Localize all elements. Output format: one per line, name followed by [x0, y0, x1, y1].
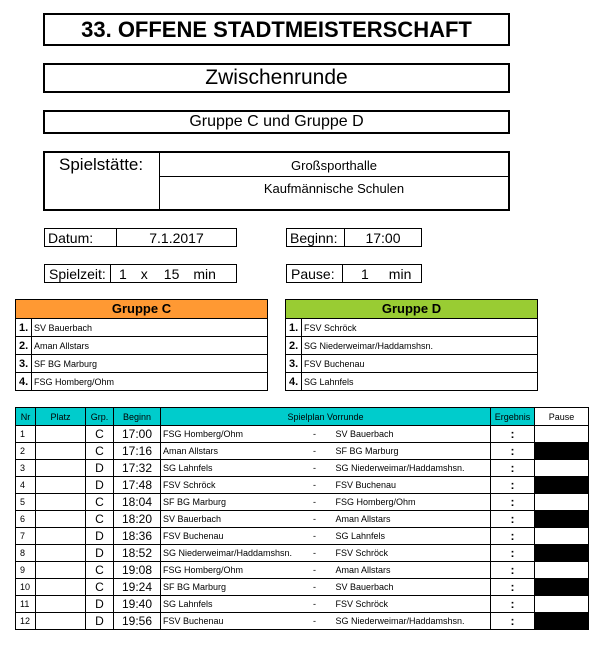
- match-result[interactable]: :: [491, 426, 535, 443]
- match-court: [36, 511, 86, 528]
- match-court: [36, 545, 86, 562]
- schedule-table: [15, 407, 589, 630]
- match-result[interactable]: :: [491, 528, 535, 545]
- match-time: 19:40: [114, 596, 161, 613]
- group-d-row: [286, 336, 537, 354]
- pause-unit: min: [388, 265, 412, 282]
- match-home-team: [161, 579, 326, 596]
- match-court: [36, 460, 86, 477]
- group-c-row: [16, 372, 267, 390]
- match-result[interactable]: :: [491, 477, 535, 494]
- match-home-team: [161, 477, 326, 494]
- table-row: [16, 562, 589, 579]
- col-nr: Nr: [16, 408, 36, 426]
- table-row: [16, 579, 589, 596]
- match-group: D: [86, 613, 114, 630]
- match-number: 8: [16, 545, 36, 562]
- playtime-count: 1: [119, 265, 127, 282]
- home-team-name: SV Bauerbach: [163, 514, 222, 525]
- group-c-row: [16, 319, 267, 336]
- away-team-name: SG Niederweimar/Haddamshsn.: [335, 463, 465, 473]
- table-row: [16, 511, 589, 528]
- match-home-team: [161, 426, 326, 443]
- vs-separator: -: [313, 479, 316, 490]
- away-team-name: FSG Homberg/Ohm: [335, 497, 416, 507]
- match-number: 5: [16, 494, 36, 511]
- match-time: 19:08: [114, 562, 161, 579]
- group-d-row: [286, 319, 537, 336]
- venue-line-1: Großsporthalle: [160, 154, 508, 177]
- date-field: [44, 228, 237, 247]
- group-c-row: [16, 336, 267, 354]
- match-away-team: [326, 511, 491, 528]
- match-away-team: [326, 579, 491, 596]
- home-team-name: SG Niederweimar/Haddamshsn.: [163, 548, 293, 559]
- match-time: 19:56: [114, 613, 161, 630]
- match-result[interactable]: :: [491, 511, 535, 528]
- group-d-team: FSV Schröck: [304, 322, 357, 333]
- match-time: 17:32: [114, 460, 161, 477]
- page-title: 33. OFFENE STADTMEISTERSCHAFT: [43, 13, 510, 46]
- vs-separator: -: [313, 598, 316, 609]
- group-d-team: SG Niederweimar/Haddamshsn.: [304, 340, 434, 351]
- match-number: 9: [16, 562, 36, 579]
- table-row: [16, 443, 589, 460]
- match-result[interactable]: :: [491, 443, 535, 460]
- home-team-name: FSV Schröck: [163, 480, 216, 491]
- match-court: [36, 562, 86, 579]
- vs-separator: -: [313, 462, 316, 473]
- vs-separator: -: [313, 615, 316, 626]
- match-away-team: [326, 562, 491, 579]
- away-team-name: Aman Allstars: [335, 565, 391, 575]
- away-team-name: SV Bauerbach: [335, 582, 394, 592]
- match-time: 18:36: [114, 528, 161, 545]
- venue-label: Spielstätte:: [59, 155, 144, 174]
- group-d-team: FSV Buchenau: [304, 358, 365, 369]
- group-c-row: [16, 354, 267, 372]
- group-c-table: [15, 299, 268, 391]
- group-d-table: [285, 299, 538, 391]
- group-c-header: Gruppe C: [16, 300, 267, 319]
- group-d-team: SG Lahnfels: [304, 376, 354, 387]
- home-team-name: SG Lahnfels: [163, 463, 213, 474]
- away-team-name: FSV Buchenau: [335, 480, 397, 490]
- round-title: Zwischenrunde: [43, 63, 510, 93]
- group-c-rank: 4.: [16, 373, 32, 390]
- table-row: [16, 613, 589, 630]
- match-group: C: [86, 443, 114, 460]
- group-c-rank: 1.: [16, 319, 32, 336]
- match-group: D: [86, 545, 114, 562]
- group-c-team: Aman Allstars: [34, 340, 90, 351]
- match-time: 19:24: [114, 579, 161, 596]
- match-number: 7: [16, 528, 36, 545]
- match-away-team: [326, 460, 491, 477]
- pause-label: Pause:: [287, 265, 343, 282]
- vs-separator: -: [313, 581, 316, 592]
- vs-separator: -: [313, 445, 316, 456]
- venue-line-2: Kaufmännische Schulen: [263, 181, 405, 196]
- group-d-rank: 4.: [286, 373, 302, 390]
- match-pause: [535, 613, 589, 630]
- group-c-rank: 3.: [16, 355, 32, 372]
- match-number: 1: [16, 426, 36, 443]
- match-away-team: [326, 613, 491, 630]
- match-time: 18:52: [114, 545, 161, 562]
- match-group: C: [86, 579, 114, 596]
- table-row: [16, 494, 589, 511]
- home-team-name: SF BG Marburg: [163, 497, 227, 508]
- match-home-team: [161, 460, 326, 477]
- group-d-rank: 2.: [286, 337, 302, 354]
- match-time: 18:04: [114, 494, 161, 511]
- table-row: [16, 426, 589, 443]
- match-number: 6: [16, 511, 36, 528]
- match-court: [36, 494, 86, 511]
- match-home-team: [161, 443, 326, 460]
- home-team-name: Aman Allstars: [163, 446, 219, 457]
- playtime-unit: min: [193, 265, 216, 282]
- group-d-rank: 1.: [286, 319, 302, 336]
- start-label: Beginn:: [287, 229, 345, 246]
- group-d-row: [286, 354, 537, 372]
- groups-subtitle: Gruppe C und Gruppe D: [43, 110, 510, 134]
- match-court: [36, 426, 86, 443]
- match-group: C: [86, 511, 114, 528]
- match-court: [36, 579, 86, 596]
- match-away-team: [326, 528, 491, 545]
- match-group: D: [86, 596, 114, 613]
- group-d-row: [286, 372, 537, 390]
- table-row: [16, 477, 589, 494]
- col-grp: Grp.: [86, 408, 114, 426]
- match-away-team: [326, 545, 491, 562]
- match-result[interactable]: :: [491, 613, 535, 630]
- home-team-name: FSG Homberg/Ohm: [163, 429, 244, 440]
- vs-separator: -: [313, 428, 316, 439]
- match-number: 12: [16, 613, 36, 630]
- match-result[interactable]: :: [491, 494, 535, 511]
- away-team-name: SG Lahnfels: [335, 531, 386, 541]
- vs-separator: -: [313, 547, 316, 558]
- table-row: [16, 460, 589, 477]
- match-court: [36, 443, 86, 460]
- match-pause: [535, 426, 589, 443]
- table-row: [16, 528, 589, 545]
- match-pause: [535, 460, 589, 477]
- playtime-x: x: [140, 265, 148, 282]
- match-home-team: [161, 545, 326, 562]
- playtime-field: [44, 264, 237, 283]
- away-team-name: SF BG Marburg: [335, 446, 399, 456]
- match-court: [36, 596, 86, 613]
- match-pause: [535, 596, 589, 613]
- col-ergebnis: Ergebnis: [491, 408, 535, 426]
- match-group: D: [86, 528, 114, 545]
- match-time: 17:48: [114, 477, 161, 494]
- match-away-team: [326, 426, 491, 443]
- playtime-minutes: 15: [163, 265, 180, 282]
- home-team-name: SG Lahnfels: [163, 599, 213, 610]
- col-spielplan: Spielplan Vorrunde: [161, 408, 491, 426]
- match-away-team: [326, 494, 491, 511]
- col-pause: Pause: [535, 408, 589, 426]
- match-number: 10: [16, 579, 36, 596]
- match-number: 2: [16, 443, 36, 460]
- playtime-label: Spielzeit:: [45, 265, 111, 282]
- match-pause: [535, 579, 589, 596]
- home-team-name: FSG Homberg/Ohm: [163, 565, 244, 576]
- match-home-team: [161, 494, 326, 511]
- match-court: [36, 528, 86, 545]
- match-number: 11: [16, 596, 36, 613]
- match-number: 4: [16, 477, 36, 494]
- venue-box: [43, 151, 510, 211]
- match-result[interactable]: :: [491, 596, 535, 613]
- vs-separator: -: [313, 496, 316, 507]
- match-home-team: [161, 596, 326, 613]
- table-row: [16, 545, 589, 562]
- match-result[interactable]: :: [491, 460, 535, 477]
- match-group: C: [86, 562, 114, 579]
- match-time: 18:20: [114, 511, 161, 528]
- group-c-team: SF BG Marburg: [34, 358, 98, 369]
- col-beginn: Beginn: [114, 408, 161, 426]
- match-away-team: [326, 477, 491, 494]
- match-time: 17:16: [114, 443, 161, 460]
- venue-details: [159, 153, 508, 209]
- match-number: 3: [16, 460, 36, 477]
- match-pause: [535, 477, 589, 494]
- away-team-name: Aman Allstars: [335, 514, 391, 524]
- vs-separator: -: [313, 513, 316, 524]
- match-group: D: [86, 477, 114, 494]
- match-time: 17:00: [114, 426, 161, 443]
- match-away-team: [326, 596, 491, 613]
- date-value: 7.1.2017: [149, 229, 204, 246]
- group-d-header: Gruppe D: [286, 300, 537, 319]
- away-team-name: FSV Schröck: [335, 599, 389, 609]
- vs-separator: -: [313, 530, 316, 541]
- col-platz: Platz: [36, 408, 86, 426]
- match-pause: [535, 494, 589, 511]
- pause-field: [286, 264, 422, 283]
- match-home-team: [161, 528, 326, 545]
- date-label: Datum:: [45, 229, 117, 246]
- match-court: [36, 477, 86, 494]
- pause-value: 1: [361, 265, 369, 282]
- home-team-name: SF BG Marburg: [163, 582, 227, 593]
- home-team-name: FSV Buchenau: [163, 531, 224, 542]
- match-result[interactable]: :: [491, 579, 535, 596]
- match-court: [36, 613, 86, 630]
- match-result[interactable]: :: [491, 562, 535, 579]
- match-pause: [535, 528, 589, 545]
- match-pause: [535, 545, 589, 562]
- match-pause: [535, 511, 589, 528]
- start-value: 17:00: [365, 229, 401, 246]
- match-result[interactable]: :: [491, 545, 535, 562]
- match-pause: [535, 562, 589, 579]
- match-group: C: [86, 494, 114, 511]
- match-home-team: [161, 562, 326, 579]
- group-c-team: SV Bauerbach: [34, 322, 93, 333]
- schedule-header-row: [16, 408, 589, 426]
- group-c-rank: 2.: [16, 337, 32, 354]
- match-home-team: [161, 511, 326, 528]
- away-team-name: SG Niederweimar/Haddamshsn.: [335, 616, 465, 626]
- group-d-rank: 3.: [286, 355, 302, 372]
- match-home-team: [161, 613, 326, 630]
- vs-separator: -: [313, 564, 316, 575]
- home-team-name: FSV Buchenau: [163, 616, 224, 627]
- start-field: [286, 228, 422, 247]
- group-c-team: FSG Homberg/Ohm: [34, 376, 115, 387]
- away-team-name: FSV Schröck: [335, 548, 389, 558]
- match-group: C: [86, 426, 114, 443]
- match-group: D: [86, 460, 114, 477]
- match-pause: [535, 443, 589, 460]
- table-row: [16, 596, 589, 613]
- match-away-team: [326, 443, 491, 460]
- away-team-name: SV Bauerbach: [335, 429, 394, 439]
